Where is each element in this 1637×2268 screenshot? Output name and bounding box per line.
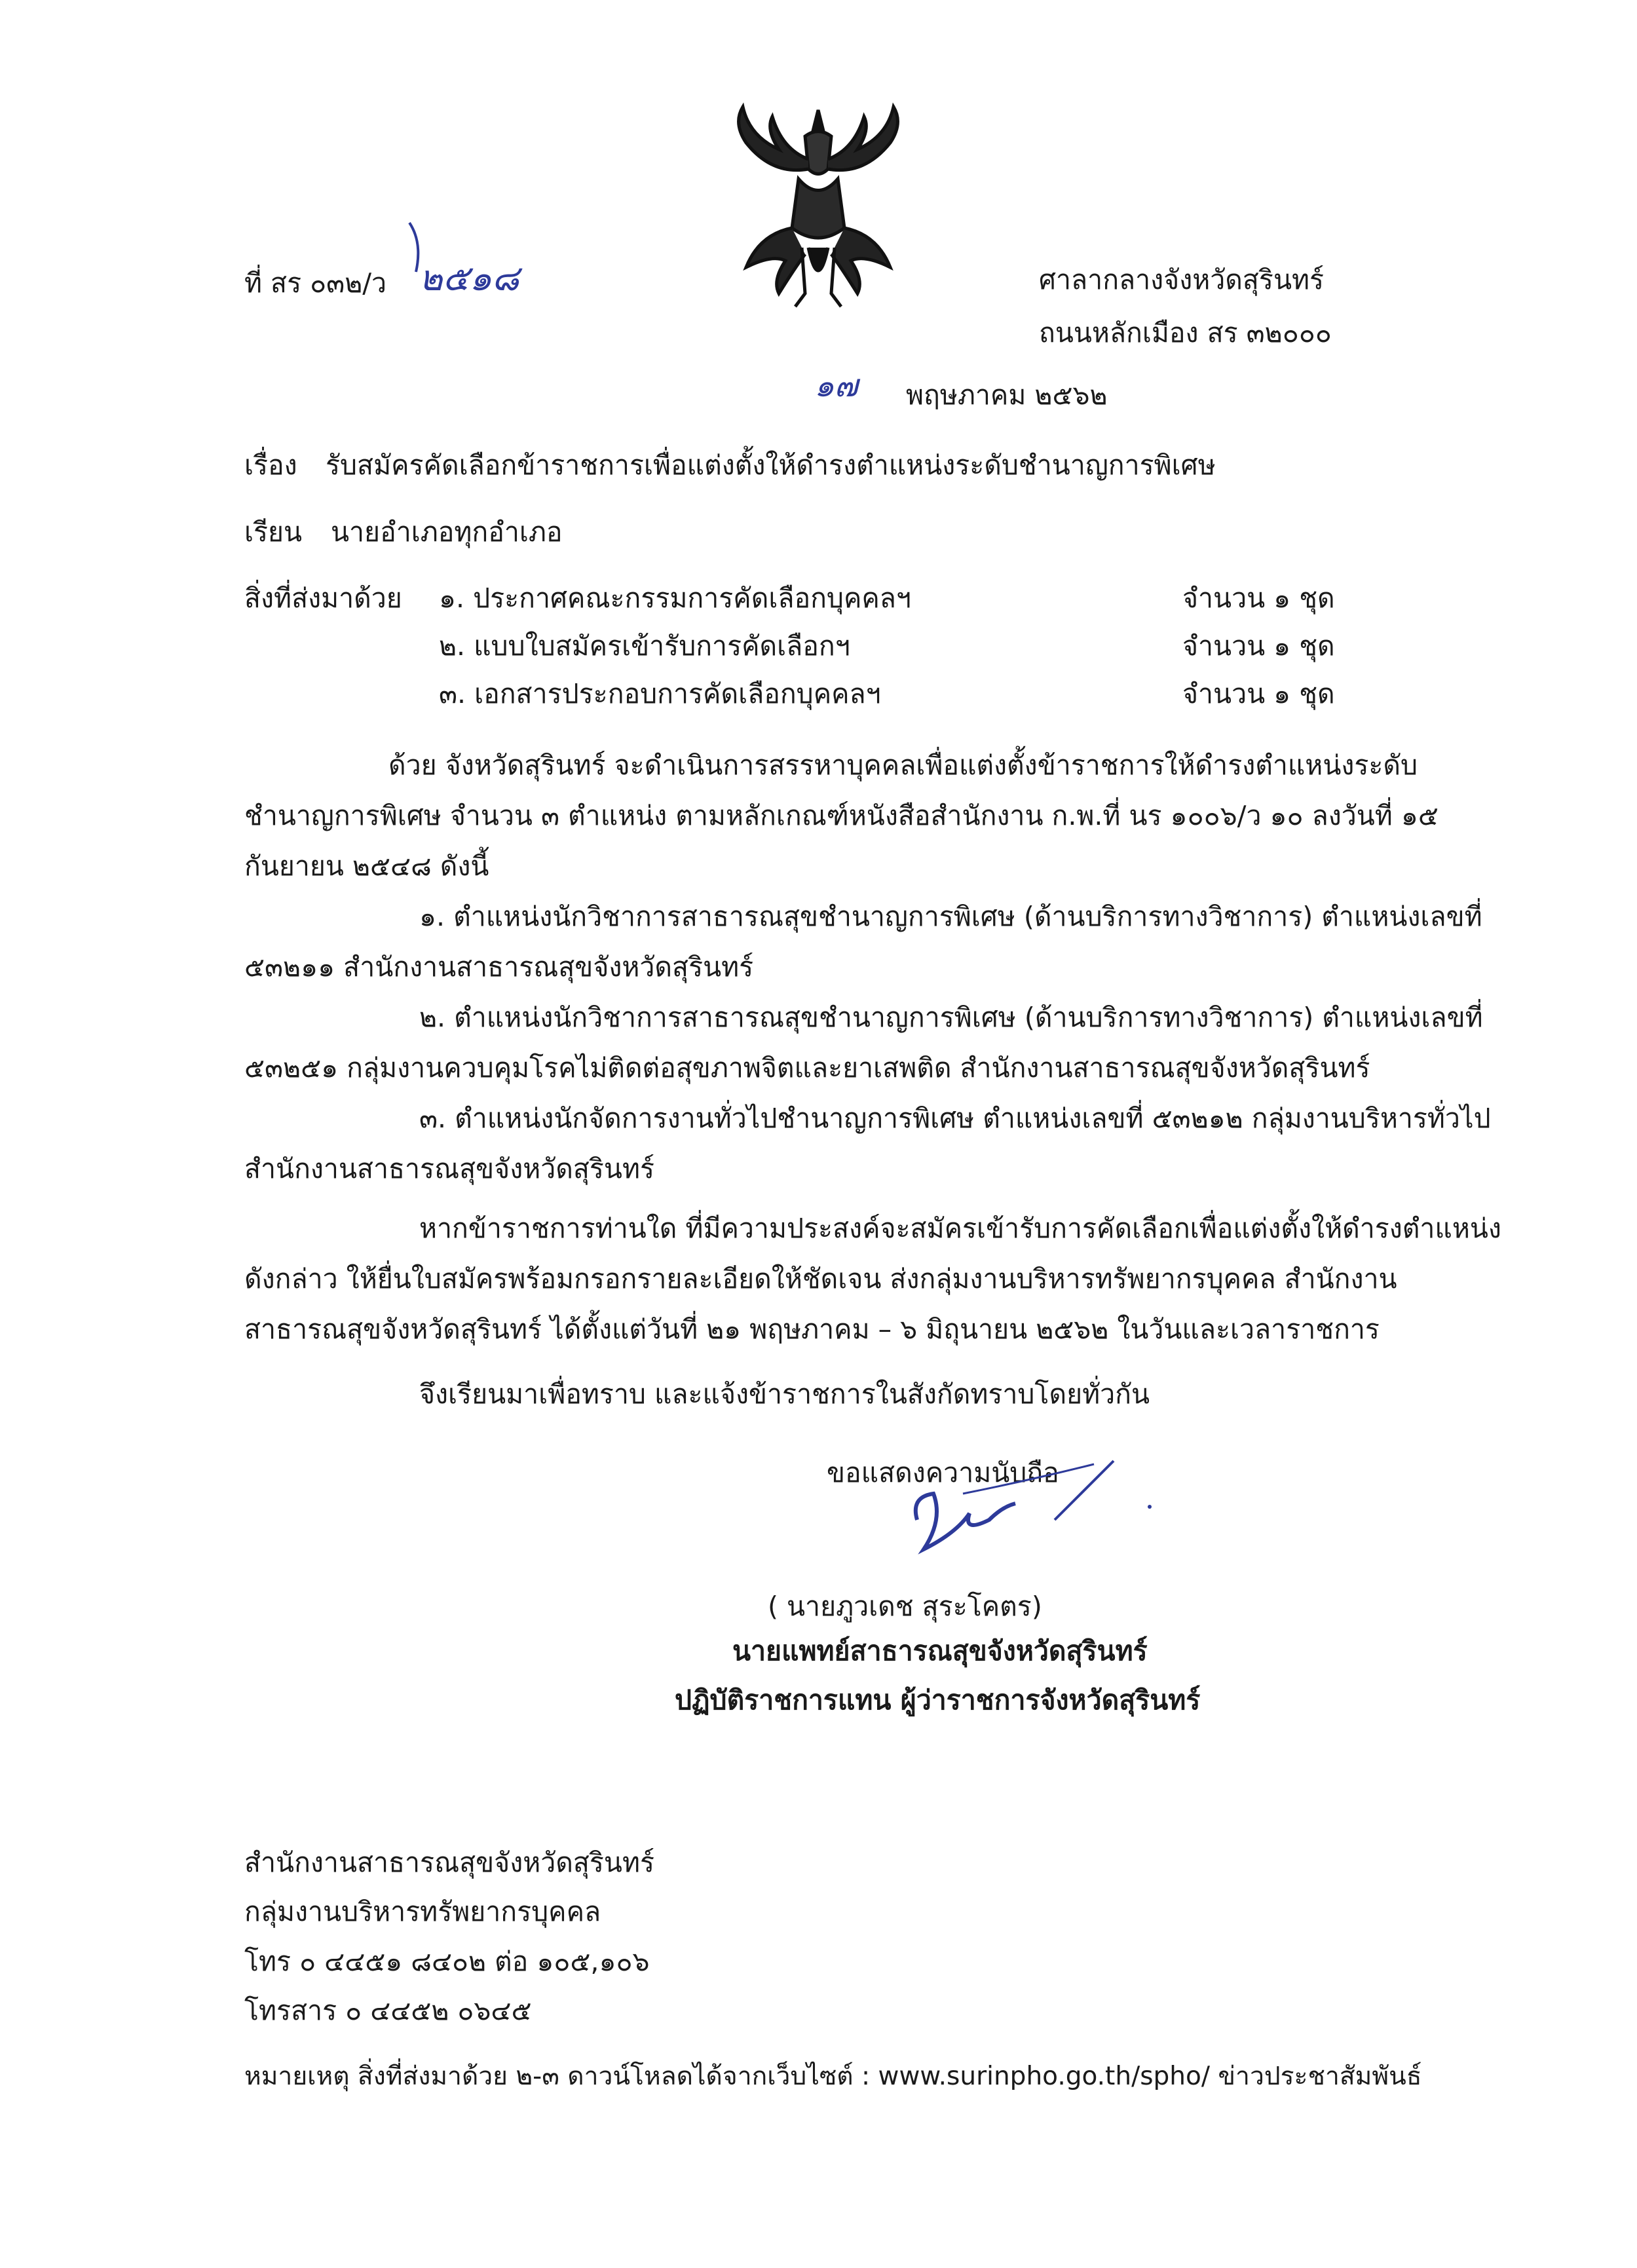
signer-name: ( นายภูวเดช สุระโคตร) [768, 1591, 1042, 1622]
subject-text: รับสมัครคัดเลือกข้าราชการเพื่อแต่งตั้งให้ดำรงตำแหน่งระดับชำนาญการพิเศษ [326, 449, 1216, 481]
signature-icon [897, 1435, 1186, 1566]
regards-text: ขอแสดงความนับถือ [827, 1457, 1059, 1488]
body-line: ชำนาญการพิเศษ จำนวน ๓ ตำแหน่ง ตามหลักเกณฑ์หนังสือสำนักงาน ก.พ.ที่ นร ๑๐๐๖/ว ๑๐ ลงวันที่ ๑๕ [244, 800, 1439, 831]
enclosure-qty: จำนวน ๑ ชุด [1182, 630, 1335, 662]
enclosure-qty: จำนวน ๑ ชุด [1182, 678, 1335, 709]
body-line: หากข้าราชการท่านใด ที่มีความประสงค์จะสมัครเข้ารับการคัดเลือกเพื่อแต่งตั้งให้ดำรงตำแหน่ง [419, 1213, 1501, 1244]
office-name: ศาลากลางจังหวัดสุรินทร์ [1039, 264, 1325, 295]
date-day: ๑๗ [814, 368, 858, 404]
body-line: ดังกล่าว ให้ยื่นใบสมัครพร้อมกรอกรายละเอียดให้ชัดเจน ส่งกลุ่มงานบริหารทรัพยากรบุคคล สำนักงาน [244, 1263, 1397, 1295]
footer-department: สำนักงานสาธารณสุขจังหวัดสุรินทร์ [244, 1847, 655, 1878]
office-address: ถนนหลักเมือง สร ๓๒๐๐๐ [1039, 317, 1332, 349]
body-line: กันยายน ๒๕๔๘ ดังนี้ [244, 850, 489, 882]
body-line: ๕๓๒๑๑ สำนักงานสาธารณสุขจังหวัดสุรินทร์ [244, 951, 754, 983]
date-month-year: พฤษภาคม ๒๕๖๒ [906, 379, 1108, 411]
to-label: เรียน [244, 516, 303, 548]
enclosure-qty: จำนวน ๑ ชุด [1182, 582, 1335, 614]
enclosure-item: ๓. เอกสารประกอบการคัดเลือกบุคคลฯ [439, 678, 881, 709]
body-line: ๕๓๒๕๑ กลุ่มงานควบคุมโรคไม่ติดต่อสุขภาพจิตและยาเสพติด สำนักงานสาธารณสุขจังหวัดสุรินทร์ [244, 1052, 1370, 1084]
body-line: ด้วย จังหวัดสุรินทร์ จะดำเนินการสรรหาบุคคลเพื่อแต่งตั้งข้าราชการให้ดำรงตำแหน่งระดับ [388, 749, 1418, 781]
body-line: ๓. ตำแหน่งนักจัดการงานทั่วไปชำนาญการพิเศษ ตำแหน่งเลขที่ ๕๓๒๑๒ กลุ่มงานบริหารทั่วไป [419, 1103, 1491, 1134]
footer-group: กลุ่มงานบริหารทรัพยากรบุคคล [244, 1896, 601, 1927]
to-text: นายอำเภอทุกอำเภอ [331, 516, 563, 548]
footer-phone: โทร ๐ ๔๔๕๑ ๘๔๐๒ ต่อ ๑๐๕,๑๐๖ [244, 1946, 650, 1977]
signer-title: นายแพทย์สาธารณสุขจังหวัดสุรินทร์ [732, 1635, 1148, 1667]
body-line: ๑. ตำแหน่งนักวิชาการสาธารณสุขชำนาญการพิเศษ (ด้านบริการทางวิชาการ) ตำแหน่งเลขที่ [419, 901, 1482, 932]
footer-note: หมายเหตุ สิ่งที่ส่งมาด้วย ๒-๓ ดาวน์โหลดได้จากเว็บไซต์ : www.surinpho.go.th/spho/ ข่าวประชาสัมพันธ์ [244, 2062, 1422, 2091]
signer-acting-title: ปฏิบัติราชการแทน ผู้ว่าราชการจังหวัดสุรินทร์ [675, 1684, 1201, 1716]
reference-number: ๒๕๑๘ [419, 257, 519, 299]
reference-handwriting-stroke [403, 216, 442, 275]
body-line: สาธารณสุขจังหวัดสุรินทร์ ได้ตั้งแต่วันที่ ๒๑ พฤษภาคม – ๖ มิถุนายน ๒๕๖๒ ในวันและเวลาราชการ [244, 1314, 1380, 1345]
body-line: สำนักงานสาธารณสุขจังหวัดสุรินทร์ [244, 1153, 655, 1184]
enclosure-item: ๑. ประกาศคณะกรรมการคัดเลือกบุคคลฯ [439, 582, 911, 614]
garuda-emblem-icon [720, 97, 916, 313]
enclosures-label: สิ่งที่ส่งมาด้วย [244, 582, 402, 614]
closing-line: จึงเรียนมาเพื่อทราบ และแจ้งข้าราชการในสังกัดทราบโดยทั่วกัน [419, 1378, 1150, 1410]
subject-label: เรื่อง [244, 449, 297, 481]
body-line: ๒. ตำแหน่งนักวิชาการสาธารณสุขชำนาญการพิเศษ (ด้านบริการทางวิชาการ) ตำแหน่งเลขที่ [419, 1002, 1483, 1033]
reference-prefix: ที่ สร ๐๓๒/ว [244, 267, 387, 299]
footer-fax: โทรสาร ๐ ๔๔๕๒ ๐๖๔๕ [244, 1995, 532, 2026]
enclosure-item: ๒. แบบใบสมัครเข้ารับการคัดเลือกฯ [439, 630, 850, 662]
